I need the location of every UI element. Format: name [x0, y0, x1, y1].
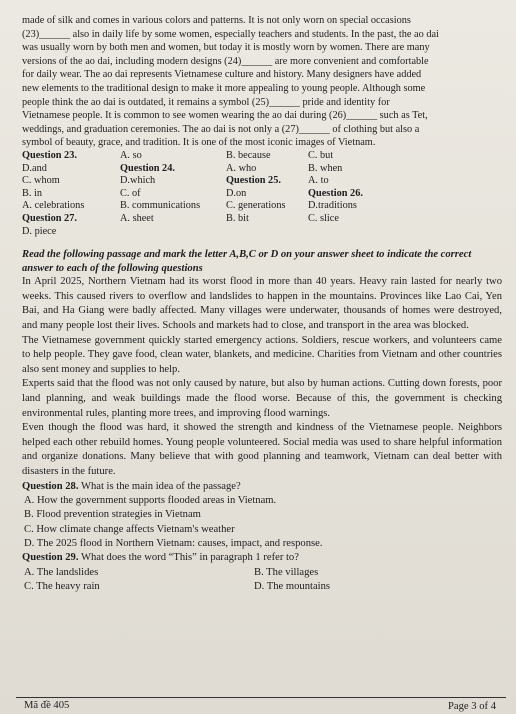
passage-paragraph: In April 2025, Northern Vietnam had its worst flood in more than 40 years. Heavy rain lasted for nearly two weeks. This caused rivers to overflow and landslides to happen in the mountains. Provinces like Lao Cai, Yen Bai, and Ha Giang were badly affected. Many villages were underwater, thousands of homes were destroyed, and many people lost their lives. Schools and markets had to close, and transport in the area was blocked. [22, 276, 502, 332]
option-b[interactable]: B. when [308, 162, 343, 174]
option-d[interactable]: D.and [22, 162, 47, 174]
option-c[interactable]: C. of [120, 187, 141, 199]
question-number: Question 29. [22, 552, 79, 563]
cloze-line: Vietnamese people. It is common to see women wearing the ao dai during (26)______ such as Tet, [22, 110, 428, 122]
option-b[interactable]: B. in [22, 187, 43, 199]
cloze-questions [22, 150, 502, 238]
reading-passage [22, 275, 502, 479]
option-d[interactable]: D.on [226, 187, 247, 199]
option-a[interactable]: A. who [226, 162, 257, 174]
option-a[interactable]: A. so [120, 149, 142, 161]
question-number: Question 25. [226, 175, 281, 187]
cloze-line: was usually worn by both men and women, but today it is mostly worn by women. There are many [22, 42, 430, 54]
option-c[interactable]: C. generations [226, 200, 286, 212]
option-c[interactable]: C. whom [22, 175, 60, 187]
cloze-passage [22, 14, 502, 150]
question-number: Question 26. [308, 187, 363, 199]
page-number: Page 3 of 4 [448, 701, 496, 712]
question-29 [22, 551, 502, 594]
cloze-line: for daily wear. The ao dai represents Vietnamese culture and history. Many designers have added [22, 69, 422, 81]
exam-code: Mã đề 405 [24, 700, 70, 711]
question-text: What does the word “This” in paragraph 1 refer to? [78, 552, 299, 563]
option-a[interactable]: A. The landslides [24, 566, 99, 578]
option-a[interactable]: A. to [308, 175, 329, 187]
question-28 [22, 480, 502, 551]
option-a[interactable]: A. celebrations [22, 200, 85, 212]
passage-paragraph: Experts said that the flood was not only caused by nature, but also by human actions. Cutting down forests, poor land planning, and weak buildings made the flood worse. Because of this, the government is checking environmental rules, planting more trees, and improving flood warnings. [22, 378, 502, 419]
reading-instruction: Read the following passage and mark the letter A,B,C or D on your answer sheet to indicate the correct answer to each of the following questions [22, 249, 472, 274]
question-number: Question 28. [22, 480, 79, 492]
option-d[interactable]: D. The 2025 flood in Northern Vietnam: causes, impact, and response. [24, 537, 323, 549]
option-c[interactable]: C. but [308, 149, 334, 161]
option-d[interactable]: D.traditions [308, 200, 357, 212]
option-b[interactable]: B. Flood prevention strategies in Vietnam [24, 509, 201, 521]
option-a[interactable]: A. sheet [120, 212, 154, 224]
footer-divider [16, 697, 506, 698]
option-b[interactable]: B. because [226, 149, 271, 161]
cloze-line: symbol of beauty, grace, and tradition. It is one of the most iconic images of Vietnam. [22, 137, 376, 149]
question-number: Question 23. [22, 149, 77, 161]
question-number: Question 24. [120, 162, 175, 174]
option-c[interactable]: C. slice [308, 212, 339, 224]
option-b[interactable]: B. communications [120, 200, 201, 212]
option-c[interactable]: C. How climate change affects Vietnam's weather [24, 523, 235, 535]
cloze-line: made of silk and comes in various colors and patterns. It is not only worn on special occasions [22, 15, 411, 26]
cloze-line: weddings, and graduation ceremonies. The ao dai is not only a (27)______ of clothing but also a [22, 123, 420, 135]
option-d[interactable]: D. The mountains [254, 580, 331, 592]
option-d[interactable]: D.which [120, 175, 156, 187]
passage-paragraph: Even though the flood was hard, it showed the strength and kindness of the Vietnamese people. Neighbors helped each other rebuild homes. Young people volunteered. Social media was used to share helpful information and organize donations. Many believe that with good planning and teamwork, Vietnam can deal better with disasters in the future. [22, 422, 502, 477]
option-b[interactable]: B. bit [226, 212, 249, 224]
option-a[interactable]: A. How the government supports flooded areas in Vietnam. [24, 495, 277, 507]
cloze-line: (23)______ also in daily life by some women, especially teachers and students. In the past, the ao dai [22, 28, 439, 40]
question-number: Question 27. [22, 212, 77, 224]
cloze-line: people think the ao dai is outdated, it remains a symbol (25)______ pride and identity for [22, 96, 390, 108]
option-b[interactable]: B. The villages [254, 566, 319, 578]
option-d[interactable]: D. piece [22, 225, 57, 237]
cloze-line: versions of the ao dai, including modern designs (24)______ are more convenient and comfortable [22, 55, 429, 67]
passage-paragraph: The Vietnamese government quickly started emergency actions. Soldiers, rescue workers, and volunteers came to help people. They gave food, clean water, blankets, and medicine. Charities from Vietnam and other countries also sent money and supplies to help. [22, 334, 502, 375]
option-c[interactable]: C. The heavy rain [24, 580, 100, 592]
question-text: What is the main idea of the passage? [78, 480, 241, 492]
cloze-line: new elements to the traditional design to make it more appealing to young people. Although some [22, 82, 426, 94]
